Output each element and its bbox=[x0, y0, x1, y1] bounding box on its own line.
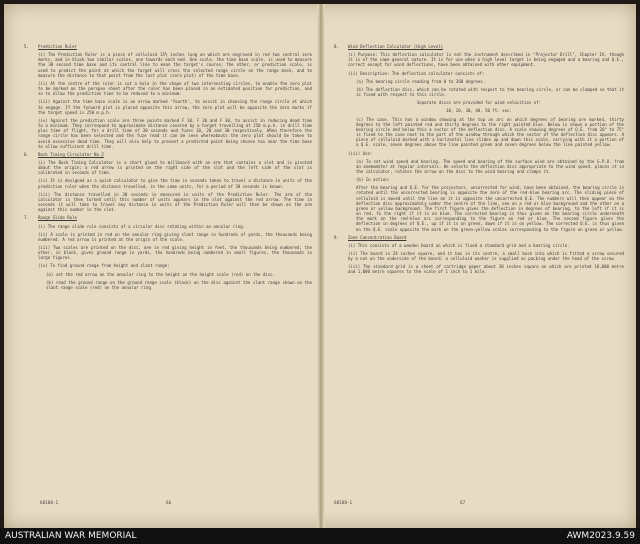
page-number: 66 bbox=[166, 501, 172, 506]
paragraph: (iii) Use: bbox=[348, 150, 373, 156]
left-page bbox=[24, 4, 312, 528]
section-heading bbox=[24, 152, 312, 157]
paragraph: (i) This consists of a wooden board on which is fixed a standard grid and a bearing circle. bbox=[348, 242, 570, 248]
section-title: Back Timing Circulator No.2 bbox=[38, 151, 104, 157]
section-heading bbox=[24, 215, 312, 220]
paragraph: (iv) To find ground range from height and slant range: bbox=[38, 263, 170, 269]
sub-paragraph: (b) In action: bbox=[356, 177, 391, 183]
footer-code: 68188-1 bbox=[40, 501, 59, 506]
section-number: 5. bbox=[24, 44, 29, 49]
speeds-intro: Separate discs are provided for wind velocities of: bbox=[416, 100, 542, 106]
paragraph: (i) The Back Timing Calculator is a chart glued to millboard with an arm that contains a slot and is pivoted about the origin; a red arrow is printed on the right side of the slot and the left side of the slot is calibrated in seconds of time. bbox=[38, 159, 312, 176]
page-number: 67 bbox=[460, 501, 466, 506]
sub-paragraph: (a) The bearing circle reading from 0 to 360 degrees. bbox=[356, 78, 486, 84]
section-title: Range Slide Rule bbox=[38, 215, 77, 221]
paragraph: (i) Purpose: This deflection calculator is not the instrument described in "Projector Drill", Chapter IV, though it is of the same general nature. It is for use when a high level target is being engaged and a bearing and Q.E., correct except for wind deflections, have been obtained with other equipment. bbox=[348, 52, 624, 68]
right-page bbox=[334, 4, 624, 528]
section-title: Zone Concentration Board bbox=[348, 234, 407, 240]
book-gutter bbox=[317, 4, 325, 528]
section-title: Wind Deflection Calculator (High Level) bbox=[348, 44, 444, 49]
sub-paragraph: (b) read the ground range on the ground range scale (black) on the disc against the slant range shown on the slant range scale (red) on the annular ring. bbox=[46, 279, 312, 290]
sub-paragraph: (a) To set wind speed and bearing. The speed and bearing of the surface wind are obtained by the G.P.O. from an anemometer at regular intervals. He selects the deflection disc appropriate to the wind speed, places it in the calculator, rotates the arrow on the disc to the wind bearing and clamps it. bbox=[356, 158, 625, 174]
section-number: 6. bbox=[24, 151, 29, 157]
section-number: 9. bbox=[334, 234, 339, 240]
section-title: Prediction Ruler bbox=[38, 44, 77, 49]
section-number: 7. bbox=[24, 215, 29, 221]
paragraph: (ii) At the centre of the ruler is cut a hole in the shape of two intersecting circles, to enable the zero plot to be marked on the perspex sheet after the ruler has been placed in an estimated position for prediction, and so to allow the prediction time to be reduced to a minimum. bbox=[38, 80, 312, 97]
section-number: 8. bbox=[334, 44, 339, 49]
section-heading bbox=[334, 235, 624, 240]
footer-code: 68188-1 bbox=[334, 501, 353, 506]
sub-paragraph: After the bearing and Q.E. for the projectors, uncorrected for wind, have been obtained, the bearing circle is rotated until the uncorrected bearing is opposite the zero of the red-blue bearing arc. The sliding piece of celluloid is moved until the line on it is opposite the uncorrected Q.E. The numbers will then appear on the deflection disc approximately under the centre of the line, one on a red or blue background and the other on a green or yellow background. The first figure gives the deflection in degrees of bearing, to the left if it is on red, to the right if it is on blue. The corrected bearing is thus given on the bearing circle underneath the mark on the red-blue arc corresponding to the figure on red or blue. The second figure gives the deflection in degrees of Q.E., up if it is on green, down if it is on yellow. The corrected Q.E. is thus given on the Q.E. scale opposite the mark on the green-yellow scales corresponding to the figure on green or yellow. bbox=[356, 185, 625, 232]
paragraph: (i) The Prediction Ruler is a piece of celluloid 15½ inches long on which are engraved in red two central zero marks, and in black two similar scales, one towards each end. One scale, the time base scale, is used to measure the 30 second time base and its central line to mean the target's course; the other, or prediction scale, is used to predict the point at which the target will cross the selected range circle on the range mask, and to measure the distance to that point from the last plot (zero plot) of the time base. bbox=[38, 52, 312, 78]
paragraph: (iv) Against the prediction scale are three points marked F 10, F 20 and F 30, to assist in reducing dead time to a minimum. They correspond to approximate distance covered by a target travelling at 250 m.p.h. in drill time plus time of flight, for a drill time of 30 seconds and fuzes 10, 20 and 30 respectively. When therefore the range circle has been selected and the fuze read it can be seen whereabouts the zero plot should be taken to avoid excessive dead time. They will also help to prevent a predicted point being chosen too near the time base to allow sufficient drill time. bbox=[38, 117, 312, 149]
paragraph: (ii) A scale is printed in red on the annular ring giving slant range in hundreds of yards, the thousands being numbered. A red arrow is printed at the origin of the scale. bbox=[38, 231, 312, 242]
sub-paragraph: (b) The deflection disc, which can be rotated with respect to the bearing circle, or can be clamped so that it is fixed with respect to this circle. bbox=[356, 86, 625, 98]
paragraph: (ii) The board is 24 inches square, and it has in its centre, a small bush into which is fitted a screw secured by a nut on the underside of the board; a celluloid washer is supplied as packing under the head of the screw. bbox=[348, 251, 624, 262]
sub-paragraph: (c) The case. This has a window showing at the top an arc on which degrees of bearing are marked, thirty degrees to the left painted red and thirty degrees to the right painted blue. Below is shown a portion of the bearing circle and below this a sector of the deflection disc. A scale showing degrees of Q.E. from 20° to 75° is fixed to the case next to the part of the window through which the sector of the deflection disc appears. A piece of celluloid marked with a horizontal line slides up and down this scale, carrying with it a portion of a Q.E. scale, seven degrees above the line painted green and seven degrees below the line painted yellow. bbox=[356, 116, 625, 148]
book-spread bbox=[4, 4, 636, 528]
sub-paragraph: (a) set the red arrow on the annular ring to the height on the height scale (red) on the disc. bbox=[46, 271, 276, 277]
wind-speeds: 10, 20, 30, 40, 50 ft. sec. bbox=[446, 108, 512, 114]
archive-caption-bar bbox=[0, 528, 640, 544]
paragraph: (iii) Against the time base scale is an arrow marked 'fourth', to assist in choosing the range circle at which to engage. If the forward plot is placed opposite this arrow, the zero plot will be opposite the zero marks if the target speed is 250 m.p.h. bbox=[38, 99, 312, 115]
paragraph: (iii) The distance travelled in 30 seconds is measured in units of the Prediction Ruler. The arm of the calculator is then turned until this number of units appears in the slot against the red arrow. The time in seconds it will take to travel any distance in units of the Prediction Ruler will then be shown on the arm against this number in the slot. bbox=[38, 191, 312, 213]
paragraph: (ii) Description: The deflection calculator consists of: bbox=[348, 70, 485, 76]
paragraph: (iii) Two scales are printed on the disc, one in red giving height in feet, the thousands being numbered; the other, in black, gives ground range in yards, the hundreds being numbered in small figures, the thousands in large figures. bbox=[38, 245, 312, 261]
section-heading bbox=[334, 44, 624, 49]
paragraph: (i) The range slide rule consists of a circular disc rotating within an annular ring. bbox=[38, 223, 246, 229]
section-heading bbox=[24, 44, 312, 49]
paragraph: (iii) The standard grid is a sheet of cartridge paper about 30 inches square on which are printed 10,000 metre and 1,000 metre squares to the scale of 1 inch to 1 mile. bbox=[348, 264, 624, 275]
paragraph: (ii) It is designed as a quick calculator to give the time in seconds taken to travel a distance in units of the prediction ruler when the distance travelled, in the same units, for a period of 30 seconds is known. bbox=[38, 178, 312, 189]
archive-name: AUSTRALIAN WAR MEMORIAL bbox=[5, 531, 137, 541]
archive-reference: AWM2023.9.59 bbox=[566, 531, 635, 541]
